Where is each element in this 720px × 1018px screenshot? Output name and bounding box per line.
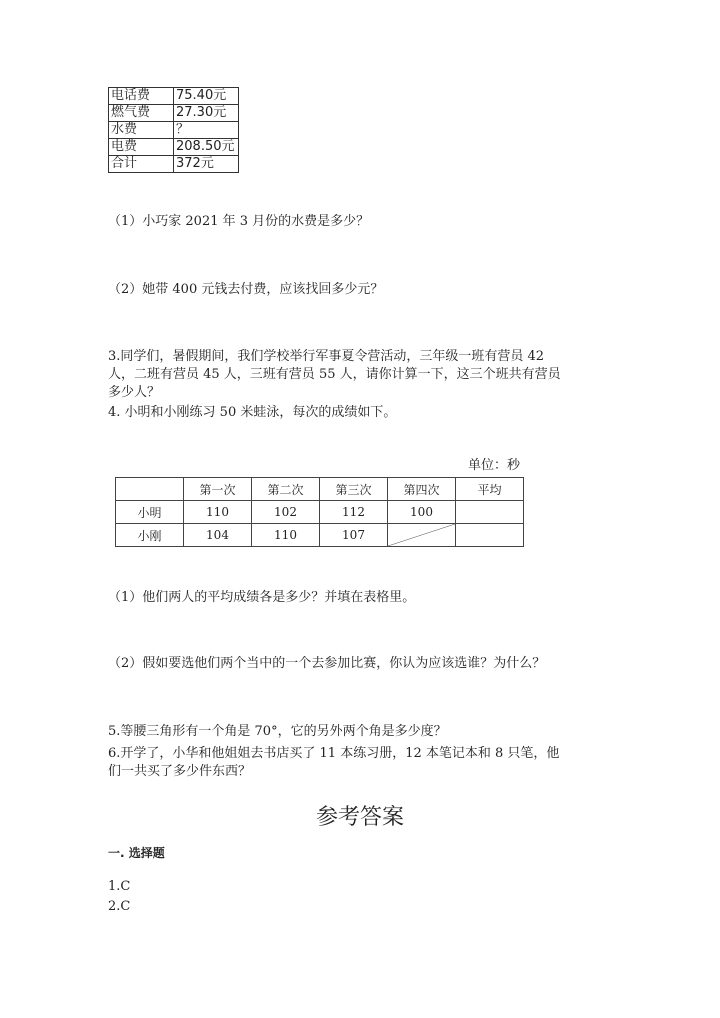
fee-row: [109, 88, 239, 105]
table-cell: 110: [252, 524, 320, 547]
problem-3-line-3: 多少人？: [108, 385, 161, 400]
answer-1: 1.C: [108, 879, 131, 894]
fee-label: 电话费: [109, 88, 174, 105]
table-cell: 第一次: [184, 478, 252, 501]
diagonal-line: [388, 524, 455, 546]
table-cell: 小明: [116, 501, 184, 524]
fee-amount: 372元: [174, 156, 239, 173]
question-1: （1）小巧家 2021 年 3 月份的水费是多少？: [108, 214, 370, 229]
fee-label: 燃气费: [109, 105, 174, 122]
answer-title: 参考答案: [315, 805, 404, 830]
table-cell: 104: [184, 524, 252, 547]
answer-2: 2.C: [108, 899, 131, 914]
fee-amount: 27.30元: [174, 105, 239, 122]
fee-label: 合计: [109, 156, 174, 173]
table-cell: 小刚: [116, 524, 184, 547]
table-cell: [116, 478, 184, 501]
problem-6-line-1: 6.开学了，小华和他姐姐去书店买了 11 本练习册，12 本笔记本和 8 只笔，他: [108, 746, 560, 761]
table-cell: 第二次: [252, 478, 320, 501]
fee-row: [109, 122, 239, 139]
problem-3-line-1: 3.同学们，暑假期间，我们学校举行军事夏令营活动，三年级一班有营员 42: [108, 349, 545, 364]
fee-amount: 208.50元: [174, 139, 239, 156]
table-cell: 平均: [456, 478, 524, 501]
problem-4: 4. 小明和小刚练习 50 米蛙泳，每次的成绩如下。: [108, 405, 397, 420]
question-4-1: （1）他们两人的平均成绩各是多少？并填在表格里。: [108, 590, 416, 605]
unit-label: 单位：秒: [468, 458, 521, 473]
question-4-2: （2）假如要选他们两个当中的一个去参加比赛，你认为应该选谁？为什么？: [108, 656, 546, 671]
table-cell: 102: [252, 501, 320, 524]
table-cell: 第三次: [320, 478, 388, 501]
table-cell: 第四次: [388, 478, 456, 501]
fee-row: [109, 139, 239, 156]
fee-label: 水费: [109, 122, 174, 139]
fee-table: [108, 87, 239, 173]
fee-row: [109, 105, 239, 122]
table-cell: 110: [184, 501, 252, 524]
table-cell: 112: [320, 501, 388, 524]
section-choice: 一. 选择题: [108, 846, 165, 860]
crossed-cell: [388, 524, 456, 547]
problem-5: 5.等腰三角形有一个角是 70°，它的另外两个角是多少度？: [108, 724, 447, 739]
table-cell: [456, 501, 524, 524]
fee-amount: 75.40元: [174, 88, 239, 105]
problem-3-line-2: 人，二班有营员 45 人，三班有营员 55 人，请你计算一下，这三个班共有营员: [108, 367, 561, 382]
fee-row: [109, 156, 239, 173]
table-cell: 100: [388, 501, 456, 524]
table-row: [116, 524, 524, 547]
problem-6-line-2: 们一共买了多少件东西？: [108, 764, 252, 779]
header-row: [116, 478, 524, 501]
fee-label: 电费: [109, 139, 174, 156]
table-row: [116, 501, 524, 524]
question-2: （2）她带 400 元钱去付费，应该找回多少元？: [108, 282, 384, 297]
score-table: [115, 477, 524, 547]
fee-amount: ？: [174, 122, 239, 139]
table-cell: [456, 524, 524, 547]
table-cell: 107: [320, 524, 388, 547]
